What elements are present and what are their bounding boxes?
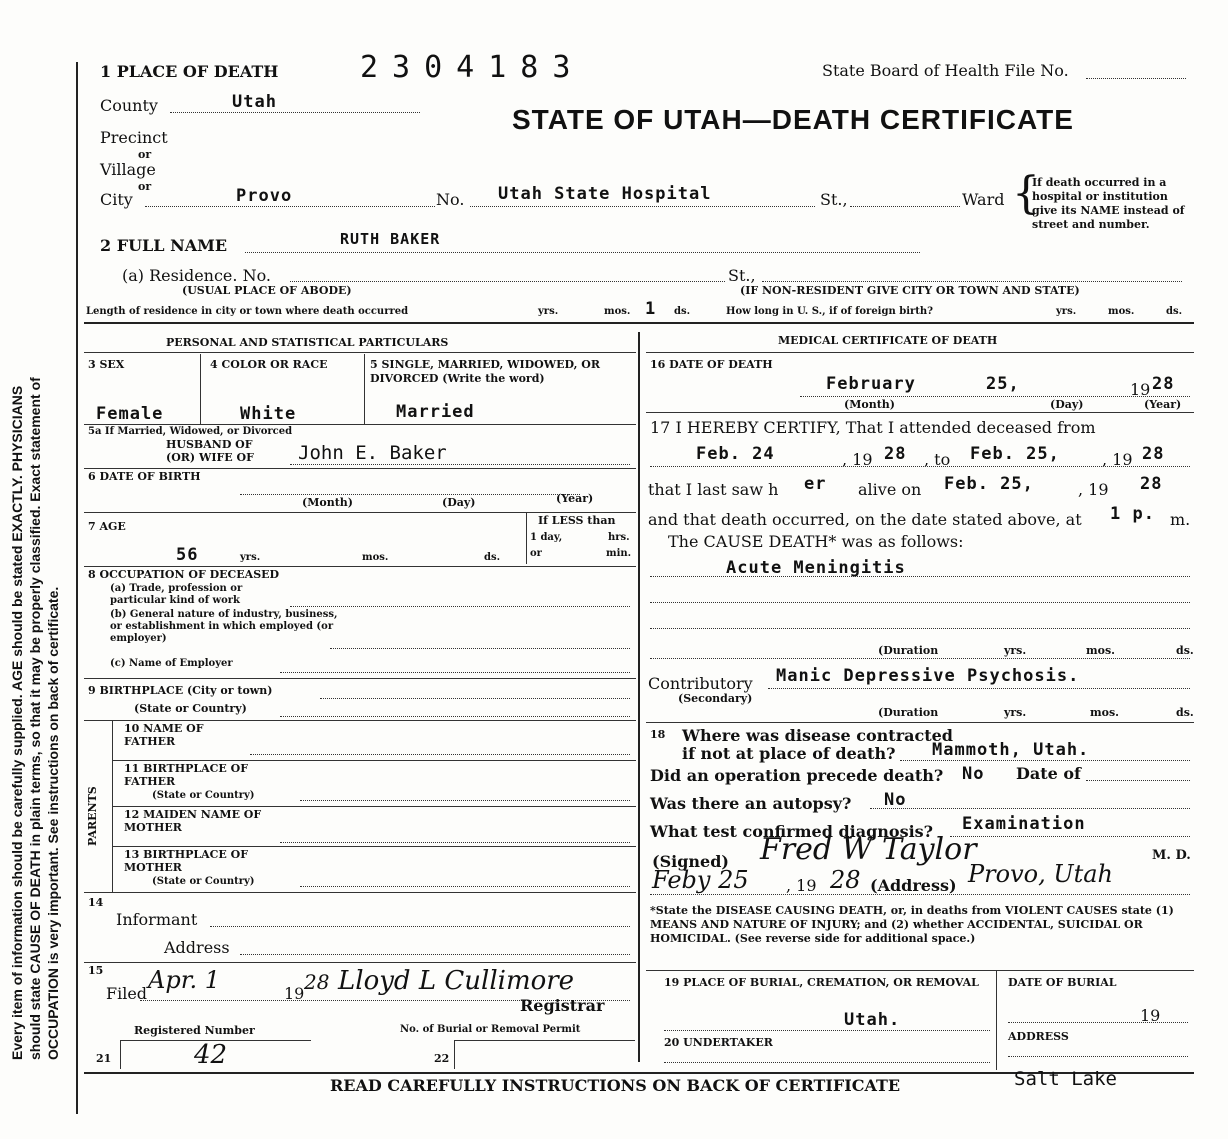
duration-ds-2: ds. [1176, 706, 1194, 719]
age-ds: ds. [484, 552, 501, 563]
duration-yrs-2: yrs. [1004, 706, 1027, 719]
spouse-label-a: 5a If Married, Widowed, or Divorced [88, 426, 293, 437]
brace-icon: { [1012, 168, 1040, 219]
marital-label: 5 SINGLE, MARRIED, WIDOWED, OR DIVORCED (Write the word) [370, 358, 601, 385]
page-title: STATE OF UTAH—DEATH CERTIFICATE [512, 104, 1074, 135]
duration-yrs-1: yrs. [1004, 644, 1027, 657]
alive-on-label: alive on [858, 480, 922, 499]
informant-address-line [240, 954, 630, 955]
duration-mos-1: mos. [1086, 644, 1115, 657]
test-value: Examination [962, 814, 1086, 834]
cause-line-3 [650, 628, 1190, 629]
county-label: County [100, 96, 158, 115]
contracted-label-a: Where was disease contracted [682, 726, 953, 745]
race-value: White [240, 404, 297, 424]
row-line-7 [84, 512, 636, 513]
birthplace-line [320, 698, 630, 699]
occupation-a-label: (a) Trade, profession or particular kind of work [110, 583, 243, 606]
how-long-ds: ds. [1166, 306, 1183, 317]
to-label: , to [924, 450, 951, 469]
death-year: 28 [1152, 374, 1175, 394]
attended-from-year: 28 [884, 444, 907, 464]
mother-name-label: 12 MAIDEN NAME OF MOTHER [124, 808, 262, 834]
burial-year-prefix: 19 [1140, 1006, 1161, 1025]
row-line-19 [646, 970, 1194, 971]
cause-line-1 [650, 576, 1190, 577]
undertaker-line [664, 1062, 990, 1063]
contracted-label-b: if not at place of death? [682, 744, 896, 763]
death-time-suffix: m. [1170, 510, 1191, 529]
signed-year-prefix: , 19 [786, 876, 817, 895]
length-ds: ds. [674, 306, 691, 317]
duration-ds-1: ds. [1176, 644, 1194, 657]
physician-address-value: Provo, Utah [968, 860, 1113, 888]
duration-label-1: (Duration [878, 644, 939, 657]
death-month: February [826, 374, 916, 394]
certify-line: 17 I HEREBY CERTIFY, That I attended deceased from [650, 418, 1096, 437]
marital-value: Married [396, 402, 475, 422]
if-less-divider [526, 512, 527, 564]
last-saw-label: that I last saw h [648, 480, 779, 499]
father-bp-caption: (State or Country) [152, 790, 255, 801]
cause-value: Acute Meningitis [726, 558, 906, 578]
if-less-label: If LESS than [538, 514, 616, 527]
row-line-15 [84, 962, 636, 963]
row-line-13 [112, 846, 636, 847]
row-line-9 [84, 678, 636, 679]
spouse-value: John E. Baker [298, 442, 447, 464]
burial-place-value: Utah. [844, 1010, 901, 1030]
father-name-line [250, 754, 630, 755]
filed-date: Apr. 1 [148, 966, 221, 994]
death-year-caption: (Year) [1144, 398, 1182, 411]
operation-value: No [962, 764, 985, 784]
filed-year-prefix: 19 [284, 984, 305, 1003]
sex-race-divider [200, 354, 201, 424]
file-no-label: State Board of Health File No. [822, 61, 1069, 80]
last-saw-year: 28 [1140, 474, 1163, 494]
burial-place-label: 19 PLACE OF BURIAL, CREMATION, OR REMOVAL [664, 976, 979, 989]
precinct-label: Precinct [100, 128, 168, 147]
city-label: City [100, 190, 133, 209]
race-label: 4 COLOR OR RACE [210, 358, 328, 371]
signed-label: (Signed) [652, 852, 729, 871]
date-of-death-label: 16 DATE OF DEATH [650, 358, 773, 371]
last-saw-year-prefix: , 19 [1078, 480, 1109, 499]
registrar-label: Registrar [520, 996, 605, 1015]
top-divider [84, 322, 1194, 324]
autopsy-value: No [884, 790, 907, 810]
margin-line-1: Every item of information should be carefully supplied. AGE should be stated EXACTLY. PHYSICIANS [9, 385, 25, 1060]
mother-name-line [280, 842, 630, 843]
signed-year: 28 [830, 866, 861, 894]
length-ds-value: 1 [645, 299, 657, 319]
row-line-8 [84, 566, 636, 567]
row-line-14 [84, 892, 636, 893]
spouse-label-b: HUSBAND OF [166, 438, 253, 451]
secondary-caption: (Secondary) [678, 692, 753, 705]
city-value: Provo [236, 186, 293, 206]
dob-year-caption: (Year) [556, 492, 594, 505]
cause-footnote: *State the DISEASE CAUSING DEATH, or, in deaths from VIOLENT CAUSES state (1) MEANS AND NATURE OF INJURY; and (2) whether ACCIDENTAL, SUICIDAL OR HOMICIDAL. (See reverse side for additional space.) [650, 904, 1174, 945]
full-name-value: RUTH BAKER [340, 230, 441, 248]
personal-section-header: PERSONAL AND STATISTICAL PARTICULARS [166, 336, 449, 349]
residence-line [290, 281, 725, 282]
dob-day-caption: (Day) [442, 496, 476, 509]
num-18: 18 [650, 728, 666, 741]
last-saw-pronoun: er [804, 474, 827, 494]
contributory-value: Manic Depressive Psychosis. [776, 666, 1080, 686]
st-label: St., [820, 190, 848, 209]
medical-header-line [646, 352, 1194, 353]
row-line-6 [84, 468, 636, 469]
signed-date: Feby 25 [652, 866, 749, 894]
undertaker-address-value: Salt Lake [1014, 1068, 1117, 1090]
test-line [950, 836, 1190, 837]
filed-num: 15 [88, 964, 104, 977]
contracted-value: Mammoth, Utah. [932, 740, 1090, 760]
age-mos: mos. [362, 552, 389, 563]
operation-label: Did an operation precede death? [650, 766, 944, 785]
no-line [470, 206, 815, 207]
hospital-note: If death occurred in a hospital or institution give its NAME instead of street and number. [1032, 176, 1185, 231]
mother-bp-caption: (State or Country) [152, 876, 255, 887]
ward-label: Ward [962, 190, 1005, 209]
place-of-death-label: 1 PLACE OF DEATH [100, 62, 279, 81]
or-min-label: or [530, 548, 542, 559]
undertaker-address-line [1008, 1056, 1188, 1057]
attended-to-date: Feb. 25, [970, 444, 1060, 464]
residence-label: (a) Residence. No. [122, 266, 272, 285]
burial-date-label: DATE OF BURIAL [1008, 976, 1117, 989]
burial-permit-box [454, 1040, 635, 1069]
attended-to-year: 28 [1142, 444, 1165, 464]
row-line-5a [84, 424, 636, 425]
death-date-line [800, 396, 1190, 397]
full-name-label: 2 FULL NAME [100, 236, 228, 255]
date-of-line [1086, 780, 1190, 781]
physician-address-label: (Address) [870, 876, 957, 895]
certificate-number: 2304183 [360, 50, 585, 85]
margin-line-3: OCCUPATION is very important. See instructions on back of certificate. [45, 586, 61, 1060]
autopsy-label: Was there an autopsy? [650, 794, 852, 813]
dob-line [240, 494, 580, 495]
spouse-line [290, 464, 630, 465]
autopsy-line [870, 808, 1190, 809]
filed-year: 28 [304, 970, 330, 994]
death-year-prefix: 19 [1130, 380, 1151, 399]
registered-number-value: 42 [194, 1040, 228, 1070]
length-yrs: yrs. [538, 306, 559, 317]
row-line-17 [646, 412, 1194, 413]
undertaker-label: 20 UNDERTAKER [664, 1036, 773, 1049]
occupation-b-line [330, 648, 630, 649]
death-month-caption: (Month) [844, 398, 895, 411]
mother-bp-label: 13 BIRTHPLACE OF MOTHER [124, 848, 249, 874]
row-line-10 [84, 720, 636, 721]
row-line-18 [646, 722, 1194, 723]
cause-label: The CAUSE DEATH* was as follows: [668, 532, 964, 551]
length-mos: mos. [604, 306, 631, 317]
birthplace-state-caption: (State or Country) [134, 702, 247, 715]
length-residence-label: Length of residence in city or town where death occurred [86, 306, 409, 317]
center-divider [638, 332, 640, 1062]
occupation-c-label: (c) Name of Employer [110, 658, 233, 669]
county-line [170, 112, 420, 113]
informant-line [210, 926, 630, 927]
occupation-label: 8 OCCUPATION OF DECEASED [88, 568, 280, 581]
burial-permit-label: No. of Burial or Removal Permit [400, 1024, 581, 1035]
md-label: M. D. [1152, 848, 1191, 863]
residence-st-label: St., [728, 266, 756, 285]
physician-signature: Fred W Taylor [760, 832, 977, 867]
dob-label: 6 DATE OF BIRTH [88, 470, 201, 483]
mother-bp-line [300, 886, 630, 887]
hrs-label: hrs. [608, 532, 630, 543]
sex-label: 3 SEX [88, 358, 125, 371]
contributory-line [768, 688, 1190, 689]
date-of-label: Date of [1016, 764, 1081, 783]
undertaker-address-label: ADDRESS [1008, 1030, 1069, 1043]
age-yrs: yrs. [240, 552, 261, 563]
st-line [850, 206, 960, 207]
sex-value: Female [96, 404, 164, 424]
full-name-line [245, 252, 920, 253]
one-day-label: 1 day, [530, 532, 563, 543]
city-line [145, 206, 435, 207]
father-name-label: 10 NAME OF FATHER [124, 722, 204, 748]
signed-line [650, 894, 1190, 895]
informant-num: 14 [88, 896, 104, 909]
last-saw-date: Feb. 25, [944, 474, 1034, 494]
form-left-border [76, 62, 78, 1114]
contributory-label: Contributory [648, 674, 753, 693]
how-long-mos: mos. [1108, 306, 1135, 317]
personal-header-line [84, 352, 636, 353]
registered-number-label: Registered Number [134, 1024, 255, 1037]
duration-mos-2: mos. [1090, 706, 1119, 719]
spouse-label-c: (OR) WIFE OF [166, 451, 254, 464]
test-label: What test confirmed diagnosis? [650, 822, 934, 841]
death-day: 25, [986, 374, 1020, 394]
or-text-1: or [138, 148, 152, 161]
father-bp-label: 11 BIRTHPLACE OF FATHER [124, 762, 249, 788]
no-label: No. [436, 190, 465, 209]
registrar-signature: Lloyd L Cullimore [338, 966, 575, 996]
race-marital-divider [364, 354, 365, 424]
birthplace-state-line [280, 716, 630, 717]
dob-month-caption: (Month) [302, 496, 353, 509]
how-long-yrs: yrs. [1056, 306, 1077, 317]
medical-section-header: MEDICAL CERTIFICATE OF DEATH [778, 334, 998, 347]
occupation-a-line [290, 606, 630, 607]
or-text-2: or [138, 180, 152, 193]
institution-value: Utah State Hospital [498, 184, 712, 204]
cause-line-2 [650, 602, 1190, 603]
to-year-prefix: , 19 [1102, 450, 1133, 469]
village-label: Village [100, 160, 156, 179]
county-value: Utah [232, 92, 277, 112]
margin-line-2: should state CAUSE OF DEATH in plain terms, so that it may be properly classified. Exact statement of [27, 377, 43, 1060]
duration-label-2: (Duration [878, 706, 939, 719]
burial-date-line [1008, 1022, 1188, 1023]
footer-instructions: READ CAREFULLY INSTRUCTIONS ON BACK OF CERTIFICATE [330, 1076, 901, 1095]
row-line-11 [112, 760, 636, 761]
from-year-prefix: , 19 [842, 450, 873, 469]
father-bp-line [300, 800, 630, 801]
burial-place-line [664, 1030, 990, 1031]
attended-line [650, 466, 1190, 467]
nonresident-caption: (IF NON-RESIDENT GIVE CITY OR TOWN AND STATE) [740, 284, 1080, 297]
usual-abode-caption: (USUAL PLACE OF ABODE) [182, 284, 352, 297]
occupation-c-line [280, 672, 630, 673]
margin-instructions [8, 80, 64, 1060]
contracted-line [900, 760, 1190, 761]
informant-label: Informant [116, 910, 198, 929]
residence-st-line [762, 281, 1182, 282]
num-21: 21 [96, 1052, 112, 1065]
attended-from-date: Feb. 24 [696, 444, 775, 464]
row-line-12 [112, 806, 636, 807]
burial-divider [996, 970, 997, 1070]
duration-line-1 [650, 658, 1190, 659]
how-long-label: How long in U. S., if of foreign birth? [726, 306, 934, 317]
death-day-caption: (Day) [1050, 398, 1084, 411]
age-label: 7 AGE [88, 520, 126, 533]
occupation-b-label: (b) General nature of industry, business, or establishment in which employed (or employer) [110, 609, 338, 644]
parents-label: PARENTS [86, 786, 99, 846]
informant-address-label: Address [164, 938, 230, 957]
birthplace-label: 9 BIRTHPLACE (City or town) [88, 684, 273, 697]
death-time: 1 p. [1110, 504, 1155, 524]
death-occurred-label: and that death occurred, on the date stated above, at [648, 510, 1082, 529]
file-no-line [1086, 78, 1186, 79]
age-value: 56 [176, 545, 199, 565]
filed-label: Filed [106, 984, 148, 1003]
min-label: min. [606, 548, 632, 559]
num-22: 22 [434, 1052, 450, 1065]
